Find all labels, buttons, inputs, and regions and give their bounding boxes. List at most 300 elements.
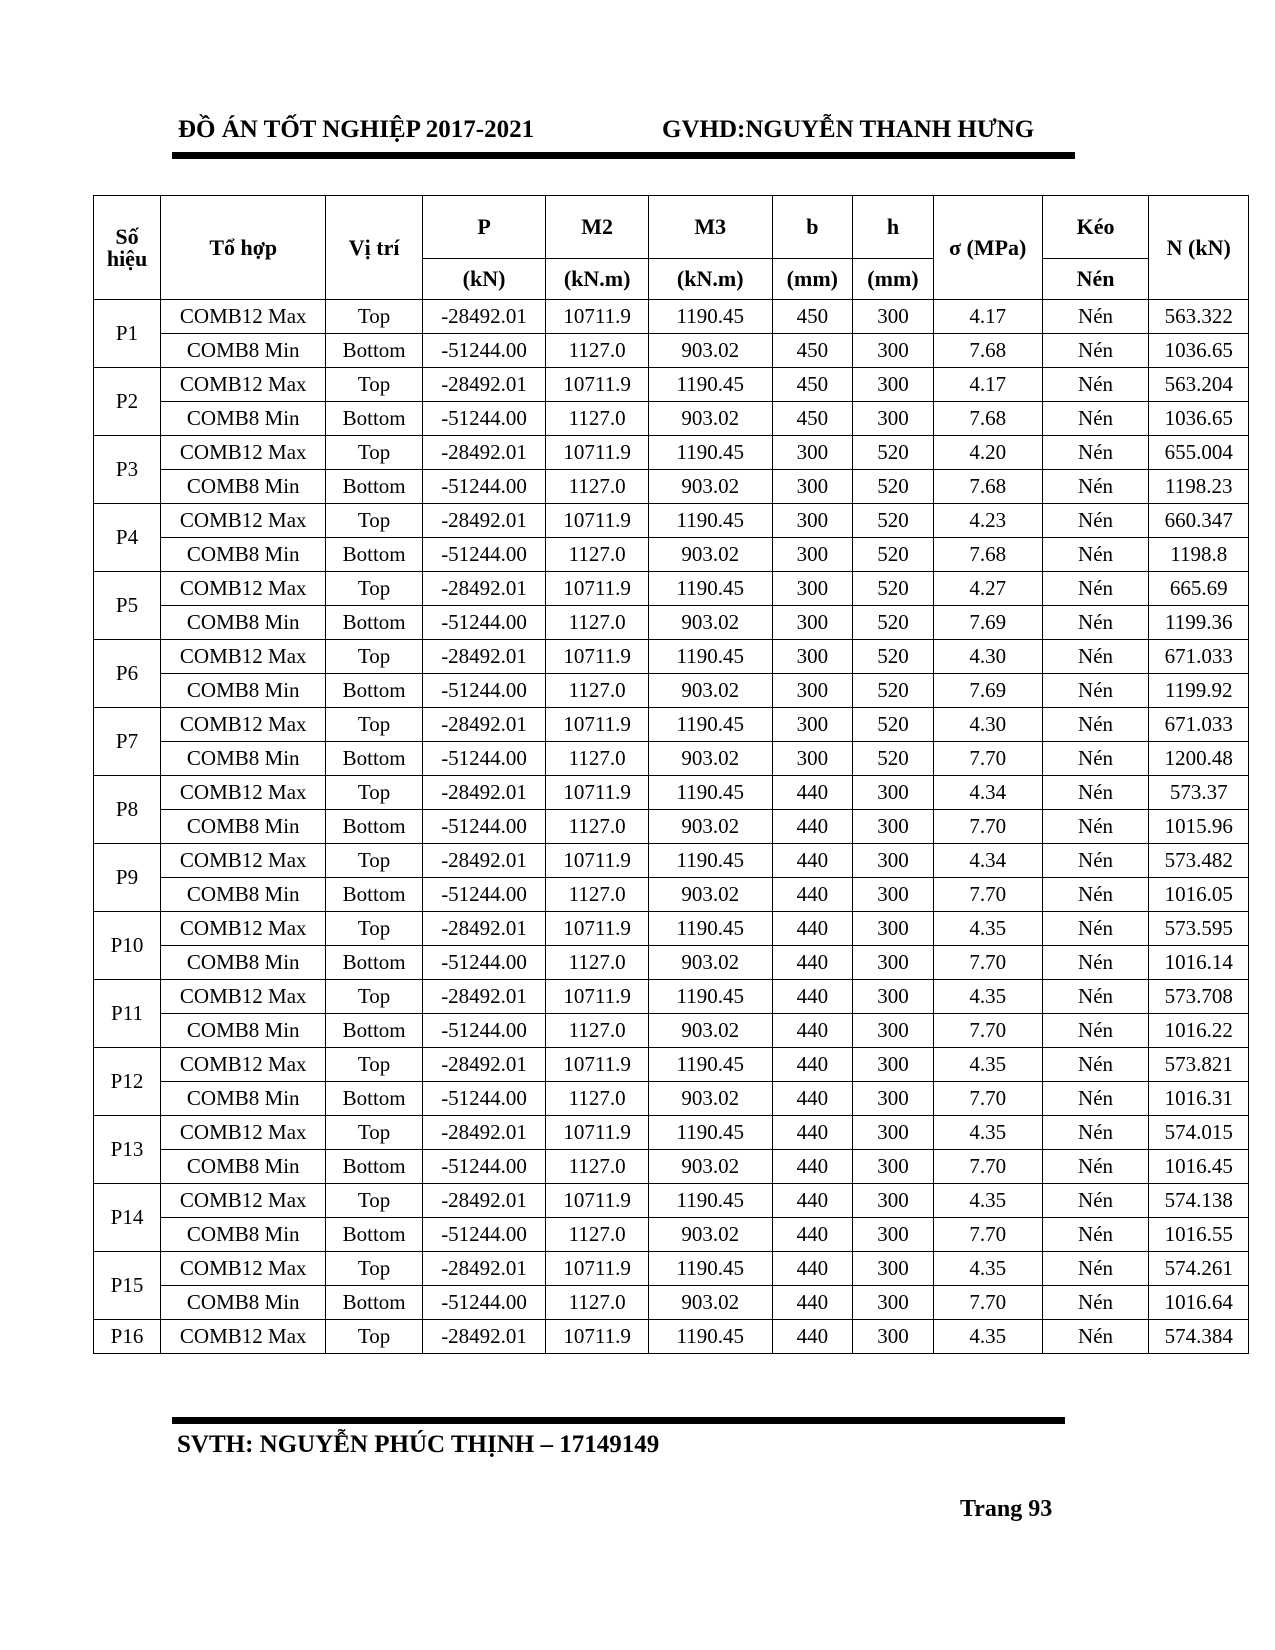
pile-id-cell: P6: [94, 640, 161, 708]
pile-id-cell: P13: [94, 1116, 161, 1184]
table-row: [94, 1150, 1249, 1184]
table-row: [94, 1184, 1249, 1218]
pile-id-cell: P4: [94, 504, 161, 572]
b-cell: 440: [772, 1184, 853, 1218]
footer-rule: [172, 1417, 1065, 1424]
position-cell: Bottom: [326, 470, 422, 504]
position-cell: Top: [326, 1252, 422, 1286]
state-cell: Nén: [1042, 436, 1149, 470]
h-cell: 520: [853, 436, 934, 470]
b-cell: 440: [772, 1218, 853, 1252]
combo-cell: COMB12 Max: [161, 708, 326, 742]
m3-cell: 1190.45: [648, 708, 772, 742]
combo-cell: COMB12 Max: [161, 776, 326, 810]
position-cell: Bottom: [326, 946, 422, 980]
n-cell: 1199.92: [1149, 674, 1249, 708]
sigma-cell: 7.68: [933, 470, 1042, 504]
m2-cell: 10711.9: [546, 1116, 649, 1150]
state-cell: Nén: [1042, 1082, 1149, 1116]
pile-id-cell: P3: [94, 436, 161, 504]
h-cell: 300: [853, 1286, 934, 1320]
position-cell: Bottom: [326, 606, 422, 640]
unit-h: (mm): [853, 259, 934, 300]
sigma-cell: 7.70: [933, 946, 1042, 980]
pile-id-cell: P16: [94, 1320, 161, 1354]
p-cell: -28492.01: [422, 1320, 546, 1354]
h-cell: 300: [853, 1218, 934, 1252]
table-row: [94, 674, 1249, 708]
sigma-cell: 4.34: [933, 844, 1042, 878]
m3-cell: 1190.45: [648, 300, 772, 334]
table-row: [94, 1048, 1249, 1082]
sigma-cell: 4.17: [933, 368, 1042, 402]
sigma-cell: 7.70: [933, 1014, 1042, 1048]
state-cell: Nén: [1042, 368, 1149, 402]
m3-cell: 903.02: [648, 674, 772, 708]
n-cell: 1016.64: [1149, 1286, 1249, 1320]
n-cell: 1200.48: [1149, 742, 1249, 776]
state-cell: Nén: [1042, 1286, 1149, 1320]
position-cell: Bottom: [326, 742, 422, 776]
col-m3: M3: [648, 196, 772, 259]
position-cell: Top: [326, 912, 422, 946]
position-cell: Top: [326, 844, 422, 878]
p-cell: -51244.00: [422, 606, 546, 640]
m2-cell: 10711.9: [546, 1184, 649, 1218]
header-rule: [172, 152, 1075, 159]
n-cell: 1198.8: [1149, 538, 1249, 572]
m3-cell: 903.02: [648, 1082, 772, 1116]
combo-cell: COMB12 Max: [161, 912, 326, 946]
sigma-cell: 7.69: [933, 606, 1042, 640]
m2-cell: 1127.0: [546, 878, 649, 912]
n-cell: 671.033: [1149, 640, 1249, 674]
b-cell: 440: [772, 912, 853, 946]
p-cell: -51244.00: [422, 946, 546, 980]
pile-id-cell: P7: [94, 708, 161, 776]
m2-cell: 1127.0: [546, 470, 649, 504]
page-number: Trang 93: [960, 1496, 1053, 1522]
combo-cell: COMB12 Max: [161, 1184, 326, 1218]
h-cell: 520: [853, 708, 934, 742]
n-cell: 1016.55: [1149, 1218, 1249, 1252]
pile-id-cell: P9: [94, 844, 161, 912]
table-row: [94, 538, 1249, 572]
p-cell: -28492.01: [422, 1252, 546, 1286]
h-cell: 300: [853, 1252, 934, 1286]
student-name: SVTH: NGUYỄN PHÚC THỊNH – 17149149: [177, 1431, 660, 1458]
position-cell: Top: [326, 708, 422, 742]
b-cell: 440: [772, 844, 853, 878]
sigma-cell: 4.20: [933, 436, 1042, 470]
m3-cell: 903.02: [648, 402, 772, 436]
p-cell: -51244.00: [422, 1218, 546, 1252]
table-body: [94, 300, 1249, 1354]
project-title: ĐỒ ÁN TỐT NGHIỆP 2017-2021: [178, 116, 535, 143]
n-cell: 1036.65: [1149, 402, 1249, 436]
combo-cell: COMB8 Min: [161, 538, 326, 572]
m3-cell: 1190.45: [648, 368, 772, 402]
state-cell: Nén: [1042, 402, 1149, 436]
p-cell: -28492.01: [422, 912, 546, 946]
position-cell: Bottom: [326, 674, 422, 708]
b-cell: 440: [772, 1150, 853, 1184]
m3-cell: 903.02: [648, 810, 772, 844]
m2-cell: 10711.9: [546, 436, 649, 470]
sigma-cell: 4.35: [933, 980, 1042, 1014]
m2-cell: 1127.0: [546, 538, 649, 572]
sigma-cell: 4.35: [933, 1048, 1042, 1082]
combo-cell: COMB12 Max: [161, 1252, 326, 1286]
m3-cell: 903.02: [648, 946, 772, 980]
n-cell: 1016.45: [1149, 1150, 1249, 1184]
m2-cell: 10711.9: [546, 300, 649, 334]
col-nen: Nén: [1042, 259, 1149, 300]
m3-cell: 1190.45: [648, 912, 772, 946]
n-cell: 563.322: [1149, 300, 1249, 334]
position-cell: Top: [326, 1116, 422, 1150]
col-to-hop: Tổ hợp: [161, 196, 326, 300]
n-cell: 1016.22: [1149, 1014, 1249, 1048]
table-row: [94, 912, 1249, 946]
state-cell: Nén: [1042, 538, 1149, 572]
n-cell: 1198.23: [1149, 470, 1249, 504]
h-cell: 300: [853, 1116, 934, 1150]
state-cell: Nén: [1042, 572, 1149, 606]
n-cell: 671.033: [1149, 708, 1249, 742]
m2-cell: 10711.9: [546, 1048, 649, 1082]
h-cell: 300: [853, 1150, 934, 1184]
m2-cell: 10711.9: [546, 1252, 649, 1286]
position-cell: Bottom: [326, 1014, 422, 1048]
n-cell: 573.595: [1149, 912, 1249, 946]
n-cell: 1015.96: [1149, 810, 1249, 844]
position-cell: Top: [326, 572, 422, 606]
table-row: [94, 572, 1249, 606]
b-cell: 440: [772, 1320, 853, 1354]
table-row: [94, 844, 1249, 878]
m3-cell: 1190.45: [648, 1184, 772, 1218]
table-row: [94, 1116, 1249, 1150]
combo-cell: COMB8 Min: [161, 334, 326, 368]
m2-cell: 10711.9: [546, 708, 649, 742]
col-m2: M2: [546, 196, 649, 259]
m3-cell: 903.02: [648, 470, 772, 504]
state-cell: Nén: [1042, 742, 1149, 776]
state-cell: Nén: [1042, 606, 1149, 640]
b-cell: 440: [772, 810, 853, 844]
pile-id-cell: P10: [94, 912, 161, 980]
state-cell: Nén: [1042, 980, 1149, 1014]
h-cell: 300: [853, 402, 934, 436]
table-row: [94, 1252, 1249, 1286]
p-cell: -51244.00: [422, 674, 546, 708]
table-row: [94, 776, 1249, 810]
p-cell: -51244.00: [422, 1286, 546, 1320]
m2-cell: 10711.9: [546, 776, 649, 810]
position-cell: Top: [326, 300, 422, 334]
supervisor-name: GVHD:NGUYỄN THANH HƯNG: [662, 116, 1035, 143]
position-cell: Top: [326, 980, 422, 1014]
combo-cell: COMB12 Max: [161, 844, 326, 878]
b-cell: 440: [772, 776, 853, 810]
sigma-cell: 7.69: [933, 674, 1042, 708]
combo-cell: COMB12 Max: [161, 368, 326, 402]
table-row: [94, 606, 1249, 640]
p-cell: -28492.01: [422, 1048, 546, 1082]
position-cell: Top: [326, 1048, 422, 1082]
h-cell: 300: [853, 776, 934, 810]
m2-cell: 1127.0: [546, 1150, 649, 1184]
state-cell: Nén: [1042, 1116, 1149, 1150]
h-cell: 300: [853, 912, 934, 946]
sigma-cell: 4.30: [933, 708, 1042, 742]
position-cell: Bottom: [326, 402, 422, 436]
p-cell: -51244.00: [422, 1150, 546, 1184]
h-cell: 520: [853, 504, 934, 538]
h-cell: 520: [853, 538, 934, 572]
b-cell: 440: [772, 1048, 853, 1082]
unit-m2: (kN.m): [546, 259, 649, 300]
m3-cell: 1190.45: [648, 504, 772, 538]
combo-cell: COMB8 Min: [161, 1286, 326, 1320]
combo-cell: COMB8 Min: [161, 742, 326, 776]
combo-cell: COMB12 Max: [161, 1320, 326, 1354]
h-cell: 300: [853, 878, 934, 912]
m2-cell: 10711.9: [546, 640, 649, 674]
m3-cell: 903.02: [648, 1218, 772, 1252]
b-cell: 300: [772, 708, 853, 742]
m3-cell: 1190.45: [648, 572, 772, 606]
position-cell: Top: [326, 776, 422, 810]
m2-cell: 1127.0: [546, 402, 649, 436]
b-cell: 440: [772, 1082, 853, 1116]
m3-cell: 903.02: [648, 538, 772, 572]
b-cell: 300: [772, 436, 853, 470]
position-cell: Bottom: [326, 1082, 422, 1116]
table-row: [94, 1218, 1249, 1252]
combo-cell: COMB8 Min: [161, 1014, 326, 1048]
combo-cell: COMB8 Min: [161, 470, 326, 504]
p-cell: -28492.01: [422, 980, 546, 1014]
sigma-cell: 4.35: [933, 1116, 1042, 1150]
p-cell: -51244.00: [422, 1082, 546, 1116]
col-sigma: σ (MPa): [933, 196, 1042, 300]
col-keo: Kéo: [1042, 196, 1149, 259]
table-row: [94, 1286, 1249, 1320]
col-p: P: [422, 196, 546, 259]
m3-cell: 903.02: [648, 1150, 772, 1184]
state-cell: Nén: [1042, 1320, 1149, 1354]
p-cell: -28492.01: [422, 708, 546, 742]
state-cell: Nén: [1042, 776, 1149, 810]
m2-cell: 1127.0: [546, 334, 649, 368]
n-cell: 660.347: [1149, 504, 1249, 538]
m3-cell: 903.02: [648, 334, 772, 368]
m2-cell: 1127.0: [546, 674, 649, 708]
state-cell: Nén: [1042, 300, 1149, 334]
col-so-hieu: Số hiệu: [94, 196, 161, 300]
h-cell: 520: [853, 470, 934, 504]
h-cell: 300: [853, 946, 934, 980]
b-cell: 450: [772, 368, 853, 402]
combo-cell: COMB12 Max: [161, 504, 326, 538]
b-cell: 450: [772, 402, 853, 436]
m3-cell: 1190.45: [648, 844, 772, 878]
sigma-cell: 4.30: [933, 640, 1042, 674]
m3-cell: 1190.45: [648, 980, 772, 1014]
m3-cell: 1190.45: [648, 776, 772, 810]
combo-cell: COMB8 Min: [161, 674, 326, 708]
col-b: b: [772, 196, 853, 259]
table-row: [94, 980, 1249, 1014]
p-cell: -28492.01: [422, 1116, 546, 1150]
m3-cell: 903.02: [648, 742, 772, 776]
combo-cell: COMB8 Min: [161, 810, 326, 844]
table-row: [94, 1014, 1249, 1048]
m2-cell: 1127.0: [546, 810, 649, 844]
n-cell: 573.37: [1149, 776, 1249, 810]
state-cell: Nén: [1042, 674, 1149, 708]
n-cell: 1016.05: [1149, 878, 1249, 912]
pile-id-cell: P8: [94, 776, 161, 844]
state-cell: Nén: [1042, 1048, 1149, 1082]
combo-cell: COMB12 Max: [161, 300, 326, 334]
sigma-cell: 4.34: [933, 776, 1042, 810]
sigma-cell: 7.70: [933, 1286, 1042, 1320]
combo-cell: COMB8 Min: [161, 1150, 326, 1184]
pile-id-cell: P1: [94, 300, 161, 368]
p-cell: -51244.00: [422, 334, 546, 368]
b-cell: 300: [772, 742, 853, 776]
m3-cell: 1190.45: [648, 1252, 772, 1286]
state-cell: Nén: [1042, 912, 1149, 946]
m3-cell: 1190.45: [648, 1320, 772, 1354]
m2-cell: 1127.0: [546, 1218, 649, 1252]
pile-id-cell: P15: [94, 1252, 161, 1320]
h-cell: 300: [853, 980, 934, 1014]
b-cell: 440: [772, 980, 853, 1014]
combo-cell: COMB8 Min: [161, 606, 326, 640]
page-header: [172, 116, 1075, 150]
position-cell: Bottom: [326, 538, 422, 572]
m2-cell: 1127.0: [546, 946, 649, 980]
sigma-cell: 7.68: [933, 538, 1042, 572]
table-row: [94, 742, 1249, 776]
pile-id-cell: P14: [94, 1184, 161, 1252]
h-cell: 300: [853, 1184, 934, 1218]
m2-cell: 10711.9: [546, 572, 649, 606]
n-cell: 563.204: [1149, 368, 1249, 402]
position-cell: Bottom: [326, 878, 422, 912]
sigma-cell: 7.70: [933, 742, 1042, 776]
n-cell: 574.384: [1149, 1320, 1249, 1354]
p-cell: -51244.00: [422, 402, 546, 436]
combo-cell: COMB12 Max: [161, 436, 326, 470]
p-cell: -51244.00: [422, 1014, 546, 1048]
n-cell: 574.015: [1149, 1116, 1249, 1150]
sigma-cell: 4.35: [933, 1184, 1042, 1218]
p-cell: -51244.00: [422, 742, 546, 776]
h-cell: 520: [853, 640, 934, 674]
p-cell: -28492.01: [422, 436, 546, 470]
p-cell: -51244.00: [422, 878, 546, 912]
state-cell: Nén: [1042, 1252, 1149, 1286]
n-cell: 574.138: [1149, 1184, 1249, 1218]
m2-cell: 10711.9: [546, 980, 649, 1014]
state-cell: Nén: [1042, 1184, 1149, 1218]
position-cell: Top: [326, 504, 422, 538]
b-cell: 450: [772, 300, 853, 334]
pile-id-cell: P12: [94, 1048, 161, 1116]
n-cell: 574.261: [1149, 1252, 1249, 1286]
b-cell: 440: [772, 946, 853, 980]
p-cell: -28492.01: [422, 844, 546, 878]
h-cell: 520: [853, 674, 934, 708]
state-cell: Nén: [1042, 844, 1149, 878]
combo-cell: COMB8 Min: [161, 402, 326, 436]
b-cell: 440: [772, 1286, 853, 1320]
h-cell: 520: [853, 742, 934, 776]
sigma-cell: 7.70: [933, 1082, 1042, 1116]
h-cell: 520: [853, 606, 934, 640]
m2-cell: 1127.0: [546, 1082, 649, 1116]
sigma-cell: 7.70: [933, 1218, 1042, 1252]
b-cell: 300: [772, 470, 853, 504]
sigma-cell: 4.35: [933, 1252, 1042, 1286]
n-cell: 573.821: [1149, 1048, 1249, 1082]
sigma-cell: 7.68: [933, 334, 1042, 368]
b-cell: 300: [772, 504, 853, 538]
table-row: [94, 878, 1249, 912]
position-cell: Top: [326, 1184, 422, 1218]
table-row: [94, 436, 1249, 470]
m3-cell: 903.02: [648, 1286, 772, 1320]
table-row: [94, 300, 1249, 334]
h-cell: 520: [853, 572, 934, 606]
table-row: [94, 1320, 1249, 1354]
state-cell: Nén: [1042, 1150, 1149, 1184]
n-cell: 1016.14: [1149, 946, 1249, 980]
position-cell: Bottom: [326, 810, 422, 844]
position-cell: Top: [326, 436, 422, 470]
h-cell: 300: [853, 1048, 934, 1082]
p-cell: -28492.01: [422, 1184, 546, 1218]
sigma-cell: 7.70: [933, 810, 1042, 844]
m2-cell: 1127.0: [546, 1014, 649, 1048]
m2-cell: 10711.9: [546, 504, 649, 538]
position-cell: Top: [326, 368, 422, 402]
combo-cell: COMB12 Max: [161, 1116, 326, 1150]
pile-id-cell: P2: [94, 368, 161, 436]
p-cell: -51244.00: [422, 538, 546, 572]
position-cell: Top: [326, 640, 422, 674]
state-cell: Nén: [1042, 1014, 1149, 1048]
sigma-cell: 7.70: [933, 878, 1042, 912]
b-cell: 440: [772, 1116, 853, 1150]
state-cell: Nén: [1042, 504, 1149, 538]
combo-cell: COMB12 Max: [161, 980, 326, 1014]
table-row: [94, 708, 1249, 742]
m2-cell: 1127.0: [546, 1286, 649, 1320]
table-row: [94, 1082, 1249, 1116]
sigma-cell: 7.70: [933, 1150, 1042, 1184]
table-row: [94, 810, 1249, 844]
table-row: [94, 946, 1249, 980]
state-cell: Nén: [1042, 640, 1149, 674]
combo-cell: COMB12 Max: [161, 572, 326, 606]
n-cell: 1199.36: [1149, 606, 1249, 640]
